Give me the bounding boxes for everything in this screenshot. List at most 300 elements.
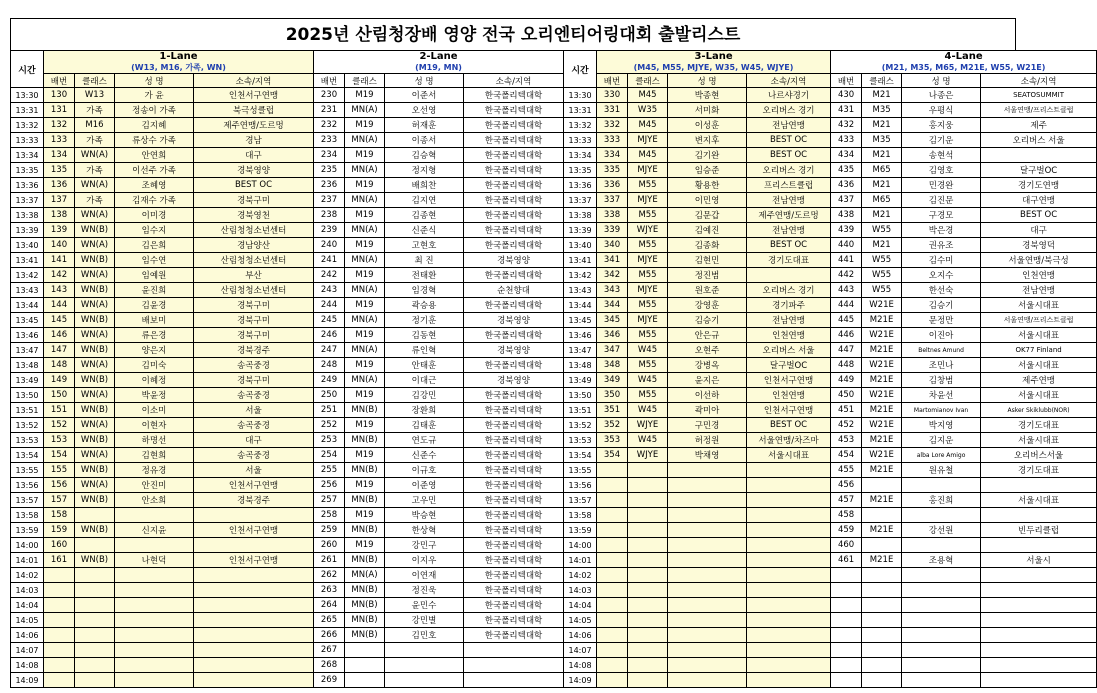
column-header-name: 성 명: [115, 74, 194, 88]
l4-cls-cell: M65: [862, 193, 902, 208]
l2-name-cell: 이준영: [385, 478, 464, 493]
start-time-cell: 14:03: [564, 583, 597, 598]
start-time-cell: 14:01: [11, 553, 44, 568]
l3-club-cell: 오리버스 경기: [747, 283, 831, 298]
l1-name-cell: 조혜영: [115, 178, 194, 193]
l3-cls-cell: [628, 673, 668, 688]
l4-club-cell: [981, 583, 1097, 598]
l1-club-cell: 산림청청소년센터: [194, 283, 314, 298]
l3-cls-cell: [628, 553, 668, 568]
l3-bib-cell: [597, 538, 628, 553]
l2-cls-cell: MN(B): [345, 433, 385, 448]
l2-club-cell: 한국폴리텍대학: [464, 268, 564, 283]
l3-name-cell: 곽미아: [668, 403, 747, 418]
l2-cls-cell: M19: [345, 328, 385, 343]
l2-cls-cell: [345, 643, 385, 658]
l4-bib-cell: 439: [831, 223, 862, 238]
l3-bib-cell: 352: [597, 418, 628, 433]
l3-bib-cell: 336: [597, 178, 628, 193]
l2-name-cell: 이규호: [385, 463, 464, 478]
l1-name-cell: [115, 598, 194, 613]
l4-bib-cell: 447: [831, 343, 862, 358]
l4-bib-cell: 436: [831, 178, 862, 193]
l4-name-cell: [902, 568, 981, 583]
l2-bib-cell: 239: [314, 223, 345, 238]
l4-name-cell: 김승기: [902, 298, 981, 313]
l1-club-cell: [194, 658, 314, 673]
l3-bib-cell: 347: [597, 343, 628, 358]
start-time-cell: 14:06: [11, 628, 44, 643]
l1-cls-cell: [75, 538, 115, 553]
l1-bib-cell: 143: [44, 283, 75, 298]
l3-bib-cell: [597, 628, 628, 643]
l3-bib-cell: [597, 493, 628, 508]
l4-cls-cell: M65: [862, 163, 902, 178]
l1-bib-cell: 160: [44, 538, 75, 553]
l3-club-cell: [747, 643, 831, 658]
l1-bib-cell: [44, 643, 75, 658]
l3-bib-cell: [597, 478, 628, 493]
table-row: [11, 328, 1097, 343]
start-time-cell: 13:34: [564, 148, 597, 163]
l3-name-cell: 박종현: [668, 88, 747, 103]
l4-name-cell: 이진아: [902, 328, 981, 343]
l3-cls-cell: [628, 478, 668, 493]
column-header-name: 성 명: [385, 74, 464, 88]
l4-cls-cell: [862, 613, 902, 628]
l2-bib-cell: 253: [314, 433, 345, 448]
l4-bib-cell: 440: [831, 238, 862, 253]
l2-club-cell: 한국폴리텍대학: [464, 223, 564, 238]
l1-club-cell: 송곡중경: [194, 448, 314, 463]
l1-bib-cell: 138: [44, 208, 75, 223]
start-time-cell: 13:33: [11, 133, 44, 148]
l2-name-cell: 연도규: [385, 433, 464, 448]
l3-name-cell: [668, 463, 747, 478]
l3-cls-cell: WJYE: [628, 223, 668, 238]
l3-cls-cell: M45: [628, 88, 668, 103]
start-time-cell: 14:00: [11, 538, 44, 553]
table-row: [11, 343, 1097, 358]
l1-bib-cell: [44, 583, 75, 598]
l1-cls-cell: WN(A): [75, 478, 115, 493]
l3-bib-cell: 344: [597, 298, 628, 313]
start-time-cell: 13:30: [564, 88, 597, 103]
l1-cls-cell: 가족: [75, 163, 115, 178]
l1-club-cell: 인천서구연맹: [194, 523, 314, 538]
l4-bib-cell: 434: [831, 148, 862, 163]
l1-name-cell: 하명선: [115, 433, 194, 448]
l1-cls-cell: WN(B): [75, 343, 115, 358]
l2-bib-cell: 261: [314, 553, 345, 568]
l1-bib-cell: [44, 568, 75, 583]
l2-club-cell: 한국폴리텍대학: [464, 118, 564, 133]
l1-name-cell: 이소미: [115, 403, 194, 418]
l3-cls-cell: M55: [628, 298, 668, 313]
l1-cls-cell: WN(A): [75, 238, 115, 253]
l3-bib-cell: 351: [597, 403, 628, 418]
l3-name-cell: 원호준: [668, 283, 747, 298]
l1-bib-cell: [44, 628, 75, 643]
start-time-cell: 13:50: [564, 388, 597, 403]
l3-cls-cell: M55: [628, 178, 668, 193]
l4-name-cell: Beltnes Amund: [902, 343, 981, 358]
l1-cls-cell: 가족: [75, 103, 115, 118]
start-time-cell: 14:04: [564, 598, 597, 613]
l2-bib-cell: 232: [314, 118, 345, 133]
l3-name-cell: [668, 493, 747, 508]
l4-cls-cell: M21E: [862, 343, 902, 358]
l2-cls-cell: MN(B): [345, 598, 385, 613]
start-list-sheet: [10, 18, 1074, 688]
l2-bib-cell: 267: [314, 643, 345, 658]
l4-club-cell: 경북영덕: [981, 238, 1097, 253]
l4-club-cell: [981, 658, 1097, 673]
l2-bib-cell: 242: [314, 268, 345, 283]
start-time-cell: 13:43: [564, 283, 597, 298]
l3-bib-cell: [597, 673, 628, 688]
l4-club-cell: 경기도연맹: [981, 178, 1097, 193]
l1-cls-cell: WN(A): [75, 208, 115, 223]
table-row: [11, 598, 1097, 613]
l4-club-cell: 제주연맹: [981, 373, 1097, 388]
l4-club-cell: [981, 478, 1097, 493]
l1-cls-cell: WN(A): [75, 178, 115, 193]
l3-cls-cell: [628, 598, 668, 613]
lane-classes: (M21, M35, M65, M21E, W55, W21E): [881, 63, 1046, 72]
l3-club-cell: [747, 463, 831, 478]
l2-cls-cell: MN(A): [345, 253, 385, 268]
l2-name-cell: [385, 643, 464, 658]
table-row: [11, 418, 1097, 433]
table-row: [11, 493, 1097, 508]
l2-cls-cell: M19: [345, 208, 385, 223]
l3-bib-cell: 350: [597, 388, 628, 403]
table-row: [11, 403, 1097, 418]
l2-bib-cell: 268: [314, 658, 345, 673]
l3-cls-cell: W45: [628, 403, 668, 418]
l2-name-cell: 신준수: [385, 448, 464, 463]
l3-name-cell: 임승준: [668, 163, 747, 178]
l4-name-cell: 김창범: [902, 373, 981, 388]
l1-name-cell: [115, 628, 194, 643]
l3-cls-cell: M45: [628, 148, 668, 163]
l4-bib-cell: [831, 658, 862, 673]
l2-name-cell: 정진욱: [385, 583, 464, 598]
lane-classes: (W13, M16, 가족, WN): [131, 63, 226, 72]
l4-bib-cell: [831, 673, 862, 688]
start-time-cell: 13:33: [564, 133, 597, 148]
l3-cls-cell: M55: [628, 268, 668, 283]
l1-club-cell: 경북구미: [194, 328, 314, 343]
l4-bib-cell: 454: [831, 448, 862, 463]
l4-name-cell: 문정만: [902, 313, 981, 328]
l4-name-cell: [902, 628, 981, 643]
l3-cls-cell: MJYE: [628, 313, 668, 328]
l4-bib-cell: 456: [831, 478, 862, 493]
l4-name-cell: [902, 478, 981, 493]
l1-cls-cell: WN(B): [75, 283, 115, 298]
l2-club-cell: 한국폴리텍대학: [464, 463, 564, 478]
l4-name-cell: 나종은: [902, 88, 981, 103]
l1-cls-cell: [75, 628, 115, 643]
l2-bib-cell: 236: [314, 178, 345, 193]
l1-bib-cell: 157: [44, 493, 75, 508]
l3-club-cell: [747, 478, 831, 493]
l2-cls-cell: M19: [345, 448, 385, 463]
l3-bib-cell: [597, 613, 628, 628]
l4-cls-cell: M21E: [862, 463, 902, 478]
l3-club-cell: [747, 598, 831, 613]
l4-cls-cell: [862, 628, 902, 643]
l4-cls-cell: W55: [862, 283, 902, 298]
column-header-bib: 배번: [314, 74, 345, 88]
l4-cls-cell: M21: [862, 238, 902, 253]
l2-bib-cell: 255: [314, 463, 345, 478]
l2-club-cell: 한국폴리텍대학: [464, 103, 564, 118]
l1-name-cell: 김미숙: [115, 358, 194, 373]
l2-bib-cell: 235: [314, 163, 345, 178]
l2-bib-cell: 240: [314, 238, 345, 253]
l3-cls-cell: [628, 538, 668, 553]
start-time-cell: 13:45: [11, 313, 44, 328]
l3-club-cell: 경기파주: [747, 298, 831, 313]
start-time-cell: 13:47: [564, 343, 597, 358]
l4-cls-cell: [862, 538, 902, 553]
start-time-cell: 13:55: [11, 463, 44, 478]
l3-name-cell: [668, 598, 747, 613]
l4-name-cell: [902, 538, 981, 553]
l2-name-cell: 강민별: [385, 613, 464, 628]
l4-club-cell: 서울연맹/프리스트클럽: [981, 103, 1097, 118]
l1-bib-cell: 155: [44, 463, 75, 478]
l4-club-cell: 빈두리클럽: [981, 523, 1097, 538]
l3-club-cell: [747, 673, 831, 688]
l1-club-cell: 경북구미: [194, 193, 314, 208]
l3-name-cell: 김기완: [668, 148, 747, 163]
table-row: [11, 358, 1097, 373]
l3-bib-cell: [597, 508, 628, 523]
table-row: [11, 208, 1097, 223]
l4-club-cell: 서울연맹/프리스트클럽: [981, 313, 1097, 328]
l2-name-cell: 김강민: [385, 388, 464, 403]
l3-cls-cell: [628, 568, 668, 583]
l3-bib-cell: [597, 658, 628, 673]
l3-name-cell: [668, 553, 747, 568]
l3-bib-cell: 339: [597, 223, 628, 238]
l2-name-cell: [385, 673, 464, 688]
l2-cls-cell: MN(B): [345, 613, 385, 628]
l2-bib-cell: 249: [314, 373, 345, 388]
l3-cls-cell: WJYE: [628, 418, 668, 433]
l3-name-cell: [668, 523, 747, 538]
start-time-cell: 13:56: [11, 478, 44, 493]
l1-cls-cell: W13: [75, 88, 115, 103]
l4-bib-cell: 438: [831, 208, 862, 223]
l4-club-cell: [981, 568, 1097, 583]
l2-cls-cell: M19: [345, 148, 385, 163]
l1-name-cell: 안연희: [115, 148, 194, 163]
start-time-cell: 13:30: [11, 88, 44, 103]
l2-cls-cell: M19: [345, 358, 385, 373]
l3-cls-cell: M55: [628, 208, 668, 223]
l3-cls-cell: MJYE: [628, 163, 668, 178]
l4-cls-cell: [862, 508, 902, 523]
l1-name-cell: 김윤경: [115, 298, 194, 313]
l4-bib-cell: 449: [831, 373, 862, 388]
l2-name-cell: 김동현: [385, 328, 464, 343]
l3-name-cell: [668, 568, 747, 583]
l1-cls-cell: WN(B): [75, 373, 115, 388]
start-time-cell: 13:32: [11, 118, 44, 133]
l4-club-cell: 서울시대표: [981, 493, 1097, 508]
l1-bib-cell: 132: [44, 118, 75, 133]
l4-name-cell: 조용혁: [902, 553, 981, 568]
l1-bib-cell: 140: [44, 238, 75, 253]
l4-bib-cell: [831, 583, 862, 598]
l4-cls-cell: M21E: [862, 313, 902, 328]
l1-name-cell: 류상수 가족: [115, 133, 194, 148]
start-time-cell: 14:07: [564, 643, 597, 658]
l4-name-cell: Martomianov Ivan: [902, 403, 981, 418]
table-row: [11, 298, 1097, 313]
l4-bib-cell: [831, 568, 862, 583]
l2-cls-cell: M19: [345, 88, 385, 103]
l4-club-cell: 대구연맹: [981, 193, 1097, 208]
l2-name-cell: 류인혁: [385, 343, 464, 358]
l3-bib-cell: 341: [597, 253, 628, 268]
table-row: [11, 253, 1097, 268]
l3-bib-cell: 349: [597, 373, 628, 388]
l1-club-cell: 경북구미: [194, 313, 314, 328]
lane-classes: (M45, M55, MJYE, W35, W45, WJYE): [633, 63, 794, 72]
l3-cls-cell: [628, 658, 668, 673]
l4-cls-cell: M21E: [862, 493, 902, 508]
l4-cls-cell: [862, 478, 902, 493]
l2-name-cell: 김종현: [385, 208, 464, 223]
l4-bib-cell: 445: [831, 313, 862, 328]
column-header-class: 클래스: [862, 74, 902, 88]
l2-bib-cell: 237: [314, 193, 345, 208]
l1-cls-cell: WN(A): [75, 148, 115, 163]
l1-bib-cell: [44, 673, 75, 688]
table-row: [11, 118, 1097, 133]
l2-club-cell: 한국폴리텍대학: [464, 358, 564, 373]
l1-club-cell: 대구: [194, 148, 314, 163]
l1-cls-cell: WN(B): [75, 253, 115, 268]
l2-bib-cell: 245: [314, 313, 345, 328]
l1-club-cell: [194, 673, 314, 688]
start-time-cell: 13:47: [11, 343, 44, 358]
l3-club-cell: BEST OC: [747, 133, 831, 148]
l4-club-cell: 오리버스 서울: [981, 133, 1097, 148]
l2-club-cell: 경북영양: [464, 253, 564, 268]
l4-name-cell: 홍지웅: [902, 118, 981, 133]
l3-bib-cell: 340: [597, 238, 628, 253]
start-time-cell: 13:42: [564, 268, 597, 283]
lane-name: 1-Lane: [159, 51, 198, 62]
l1-cls-cell: WN(A): [75, 388, 115, 403]
l3-club-cell: [747, 568, 831, 583]
l4-club-cell: 서울시대표: [981, 388, 1097, 403]
l2-cls-cell: MN(A): [345, 133, 385, 148]
l1-club-cell: 송곡중경: [194, 418, 314, 433]
l4-club-cell: [981, 538, 1097, 553]
l1-name-cell: [115, 658, 194, 673]
table-row: [11, 193, 1097, 208]
l3-name-cell: 김승기: [668, 313, 747, 328]
l2-club-cell: 한국폴리텍대학: [464, 508, 564, 523]
l4-bib-cell: [831, 598, 862, 613]
l4-bib-cell: [831, 613, 862, 628]
start-time-cell: 13:41: [11, 253, 44, 268]
l2-club-cell: 한국폴리텍대학: [464, 583, 564, 598]
l4-cls-cell: [862, 673, 902, 688]
l3-name-cell: [668, 643, 747, 658]
l3-club-cell: BEST OC: [747, 418, 831, 433]
l4-cls-cell: W21E: [862, 418, 902, 433]
l2-bib-cell: 252: [314, 418, 345, 433]
column-header-class: 클래스: [75, 74, 115, 88]
table-row: [11, 673, 1097, 688]
l2-name-cell: 오선영: [385, 103, 464, 118]
start-time-cell: 13:38: [11, 208, 44, 223]
l1-club-cell: 북극성클럽: [194, 103, 314, 118]
start-time-cell: 13:46: [11, 328, 44, 343]
l3-cls-cell: MJYE: [628, 193, 668, 208]
start-time-cell: 13:55: [564, 463, 597, 478]
l3-name-cell: [668, 628, 747, 643]
l3-bib-cell: 342: [597, 268, 628, 283]
table-row: [11, 523, 1097, 538]
l3-cls-cell: M55: [628, 238, 668, 253]
l3-cls-cell: W35: [628, 103, 668, 118]
start-time-cell: 14:09: [564, 673, 597, 688]
l1-club-cell: 경북구미: [194, 298, 314, 313]
l2-club-cell: 한국폴리텍대학: [464, 163, 564, 178]
l4-name-cell: 김기운: [902, 133, 981, 148]
l1-bib-cell: 141: [44, 253, 75, 268]
l4-club-cell: 인천연맹: [981, 268, 1097, 283]
l2-cls-cell: M19: [345, 238, 385, 253]
start-time-cell: 13:48: [564, 358, 597, 373]
l3-name-cell: 이선하: [668, 388, 747, 403]
l4-club-cell: 서울시대표: [981, 328, 1097, 343]
l2-bib-cell: 230: [314, 88, 345, 103]
l3-club-cell: [747, 553, 831, 568]
l4-name-cell: 조민나: [902, 358, 981, 373]
l1-bib-cell: 153: [44, 433, 75, 448]
l1-cls-cell: 가족: [75, 193, 115, 208]
start-list-table: [10, 50, 1097, 688]
l1-bib-cell: 136: [44, 178, 75, 193]
l2-club-cell: 한국폴리텍대학: [464, 88, 564, 103]
l3-bib-cell: [597, 643, 628, 658]
l1-bib-cell: [44, 613, 75, 628]
start-time-cell: 13:53: [11, 433, 44, 448]
l1-club-cell: 제주연맹/도르멍: [194, 118, 314, 133]
l2-name-cell: [385, 658, 464, 673]
l2-club-cell: 한국폴리텍대학: [464, 238, 564, 253]
l4-club-cell: SEATOSUMMIT: [981, 88, 1097, 103]
l1-cls-cell: [75, 658, 115, 673]
l2-bib-cell: 244: [314, 298, 345, 313]
l1-name-cell: 이혜정: [115, 373, 194, 388]
start-time-cell: 13:53: [564, 433, 597, 448]
l1-cls-cell: WN(A): [75, 328, 115, 343]
l4-cls-cell: M21E: [862, 553, 902, 568]
l2-name-cell: 김지연: [385, 193, 464, 208]
